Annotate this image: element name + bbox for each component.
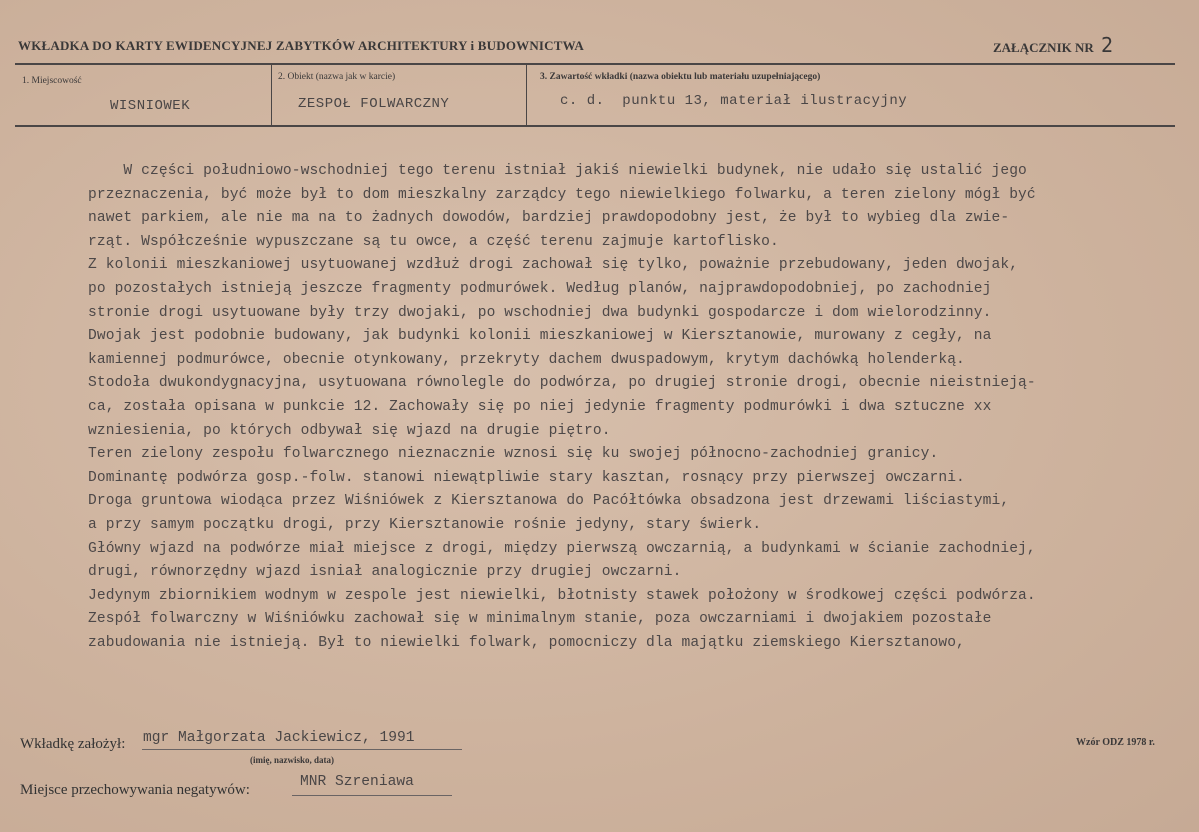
- founder-hint: (imię, nazwisko, data): [250, 755, 334, 765]
- description-text: [88, 160, 1198, 655]
- text-line: Teren zielony zespołu folwarcznego nieznacznie wznosi się ku swojej północno-zachodniej granicy.: [88, 446, 939, 463]
- locality-value: WISNIOWEK: [110, 98, 191, 114]
- text-line: zabudowania nie istnieją. Był to niewielki folwark, pomocniczy dla majątku ziemskiego Kiersztanowo,: [88, 634, 965, 651]
- founder-label: Wkładkę założył:: [20, 736, 126, 752]
- header-top-rule: [15, 63, 1175, 65]
- form-code: Wzór ODZ 1978 r.: [1076, 737, 1155, 748]
- text-line: wzniesienia, po których odbywał się wjazd na drugie piętro.: [88, 422, 611, 439]
- card-title: WKŁADKA DO KARTY EWIDENCYJNEJ ZABYTKÓW ARCHITEKTURY i BUDOWNICTWA: [18, 38, 584, 53]
- text-line: a przy samym początku drogi, przy Kiersztanowie rośnie jedyny, stary świerk.: [88, 516, 762, 533]
- field-divider-2: [526, 65, 527, 125]
- negatives-underline: [292, 795, 452, 796]
- text-line: Główny wjazd na podwórze miał miejsce z drogi, między pierwszą owczarnią, a budynkami w ścianie zachodniej,: [88, 540, 1036, 557]
- text-line: przeznaczenia, być może był to dom mieszkalny zarządcy tego niewielkiego folwarku, a teren zielony mógł być: [88, 186, 1036, 203]
- text-line: Dwojak jest podobnie budowany, jak budynki kolonii mieszkaniowej w Kiersztanowie, murowany z cegły, na: [88, 328, 992, 345]
- text-line: drugi, równorzędny wjazd isniał analogicznie przy drugiej owczarni.: [88, 564, 682, 581]
- founder-value: mgr Małgorzata Jackiewicz, 1991: [143, 730, 415, 746]
- text-line: Stodoła dwukondygnacyjna, usytuowana równolegle do podwórza, po drugiej stronie drogi, obecnie nieistnieją-: [88, 375, 1036, 392]
- locality-label: 1. Miejscowość: [22, 76, 82, 86]
- text-line: kamiennej podmurówce, obecnie otynkowany, przekryty dachem dwuspadowym, krytym dachówką holenderką.: [88, 351, 965, 368]
- text-line: rząt. Współcześnie wypuszczane są tu owce, a część terenu zajmuje kartoflisko.: [88, 233, 779, 250]
- text-line: stronie drogi usytuowane były trzy dwojaki, po wschodniej dwa budynki gospodarcze i dom wielorodzinny.: [88, 304, 992, 321]
- text-line: nawet parkiem, ale nie ma na to żadnych dowodów, bardziej prawdopodobny jest, że był to wybieg dla zwie-: [88, 210, 1010, 227]
- header-bottom-rule: [15, 125, 1175, 127]
- text-line: Zespół folwarczny w Wiśniówku zachował się w minimalnym stanie, poza owczarniami i dwojakiem pozostałe: [88, 611, 992, 628]
- attachment-number: [993, 33, 1113, 57]
- negatives-value: MNR Szreniawa: [300, 774, 414, 790]
- text-line: W części południowo-wschodniej tego terenu istniał jakiś niewielki budynek, nie udało się ustalić jego: [88, 163, 1027, 179]
- content-label: 3. Zawartość wkładki (nazwa obiektu lub materiału uzupełniającego): [540, 72, 821, 82]
- object-label: 2. Obiekt (nazwa jak w karcie): [278, 72, 396, 82]
- founder-underline: [142, 749, 462, 750]
- field-divider-1: [271, 65, 272, 125]
- object-value: ZESPOŁ FOLWARCZNY: [298, 96, 450, 112]
- text-line: ca, została opisana w punkcie 12. Zachowały się po niej jedynie fragmenty podmurówki i dwa sztuczne xx: [88, 398, 992, 415]
- text-line: Droga gruntowa wiodąca przez Wiśniówek z Kiersztanowa do Pacółtówka obsadzona jest drzewami liściastymi,: [88, 493, 1010, 510]
- text-line: Jedynym zbiornikiem wodnym w zespole jest niewielki, błotnisty stawek położony w środkowej części podwórza.: [88, 587, 1036, 604]
- negatives-label: Miejsce przechowywania negatywów:: [20, 782, 250, 798]
- attachment-label: ZAŁĄCZNIK NR: [993, 40, 1094, 55]
- text-line: Dominantę podwórza gosp.-folw. stanowi niewątpliwie stary kasztan, rosnący przy pierwszej owczarni.: [88, 469, 965, 486]
- attachment-number-value: 2: [1101, 33, 1114, 57]
- text-line: po pozostałych istnieją jeszcze fragmenty podmurówek. Według planów, najprawdopodobniej, po zachodniej: [88, 280, 992, 297]
- content-value: c. d. punktu 13, materiał ilustracyjny: [560, 93, 908, 109]
- text-line: Z kolonii mieszkaniowej usytuowanej wzdłuż drogi zachował się tylko, poważnie przebudowany, jeden dwojak,: [88, 257, 1019, 274]
